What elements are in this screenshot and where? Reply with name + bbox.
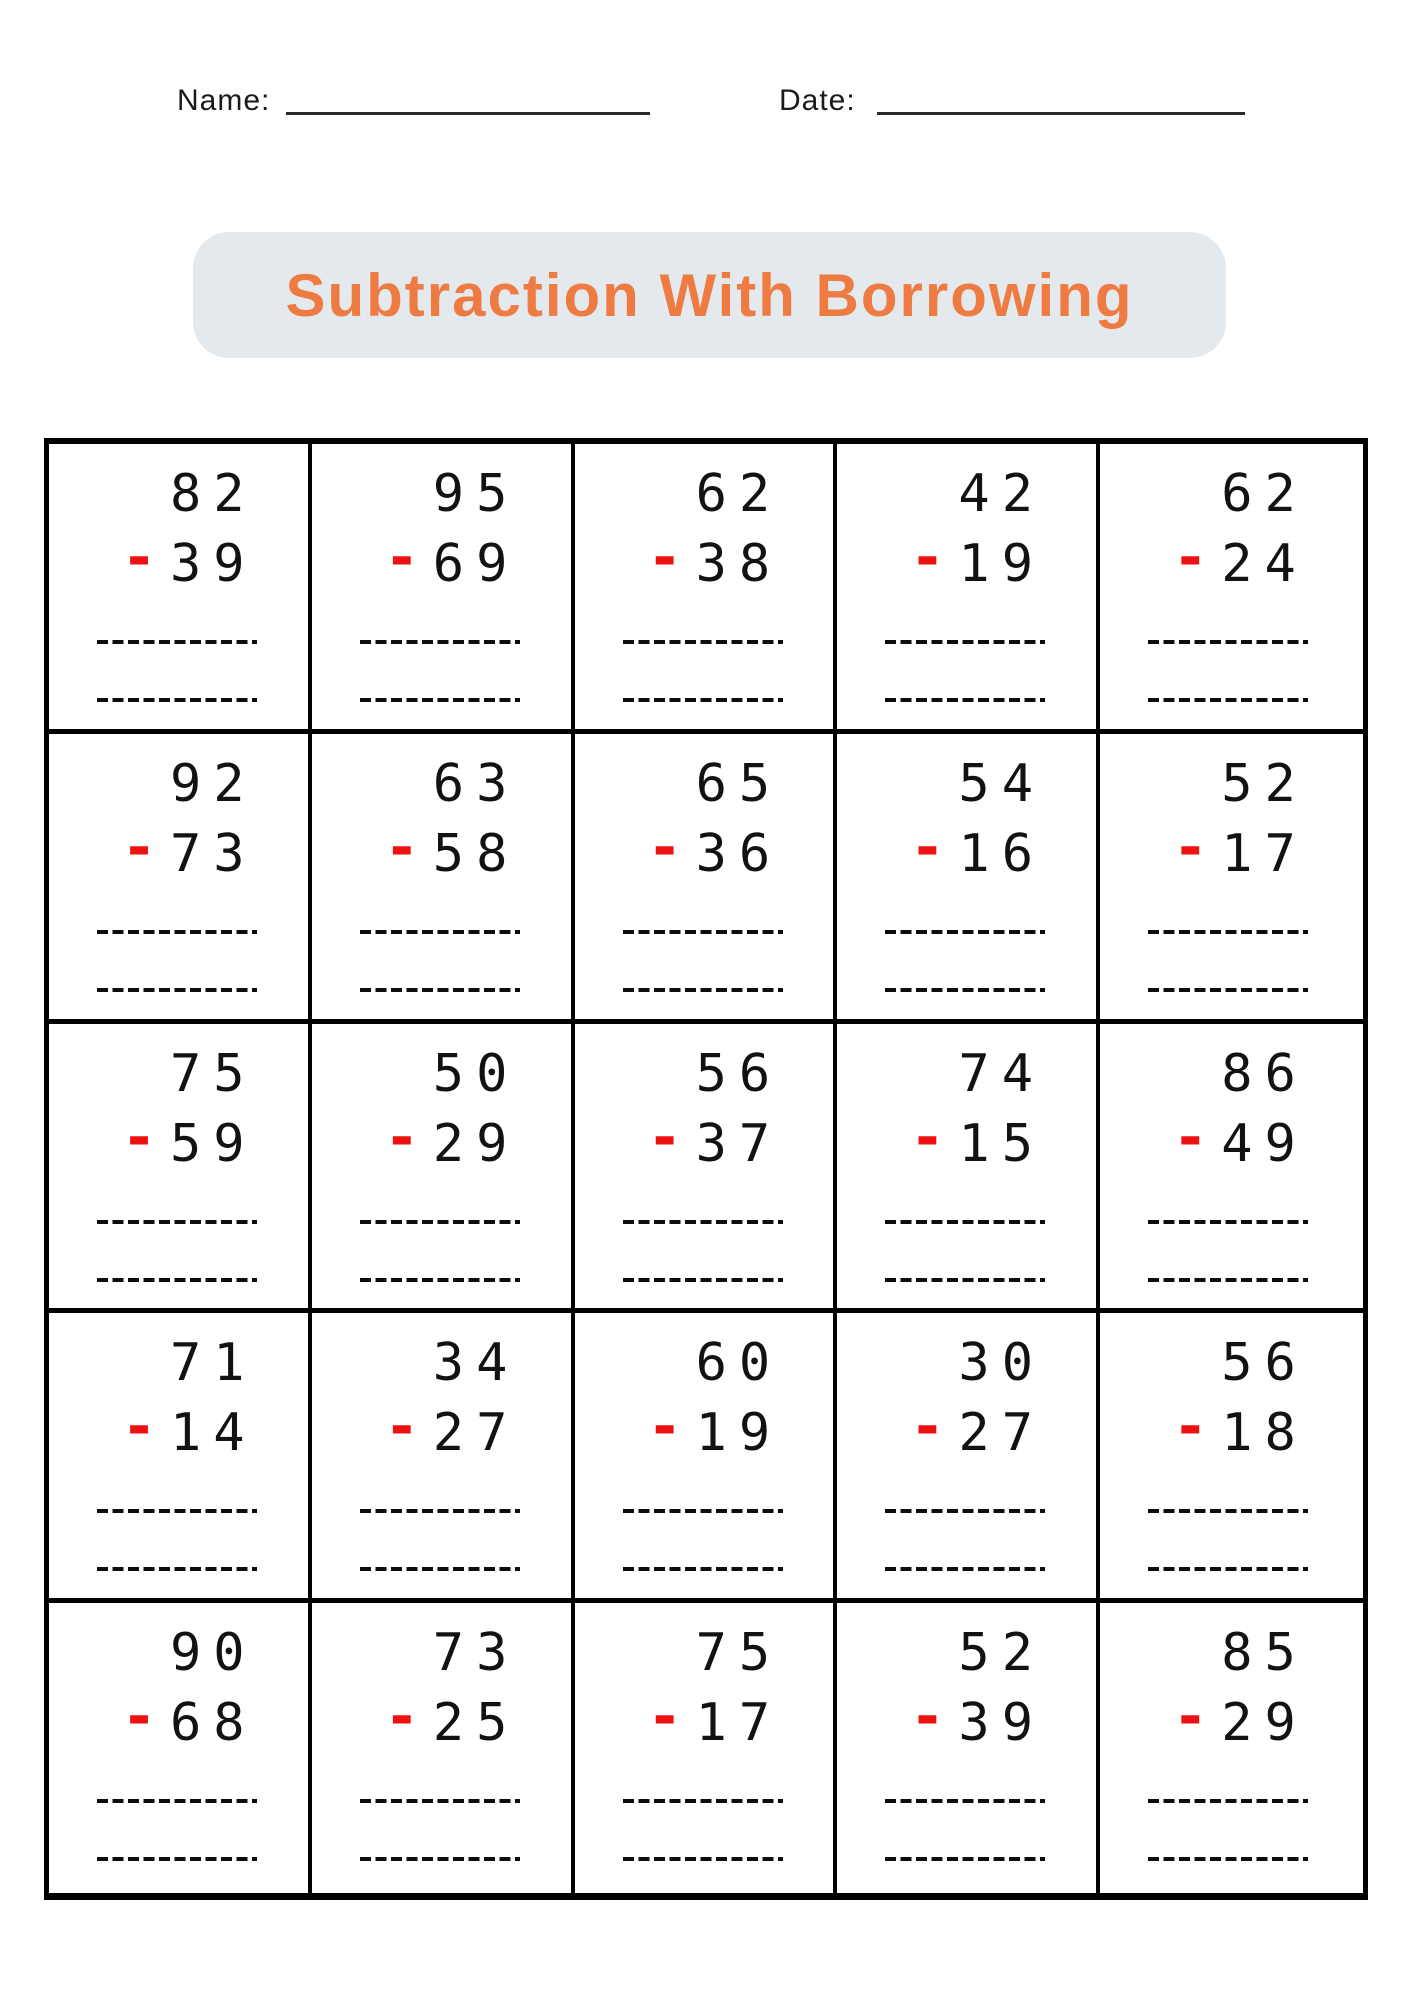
subtraction-problem <box>575 1024 838 1314</box>
answer-line-2[interactable] <box>97 1857 257 1861</box>
subtraction-row <box>49 812 308 890</box>
answer-line-1[interactable] <box>623 1220 783 1224</box>
minuend-number: 54 <box>958 753 1046 814</box>
answer-line-2[interactable] <box>885 1857 1045 1861</box>
answer-line-1[interactable] <box>360 1509 520 1513</box>
answer-line-1[interactable] <box>1148 640 1308 644</box>
subtraction-row <box>1100 1102 1363 1180</box>
answer-line-1[interactable] <box>885 930 1045 934</box>
answer-line-2[interactable] <box>885 1278 1045 1282</box>
subtrahend-number: 58 <box>432 823 520 884</box>
minuend-number: 62 <box>695 464 783 524</box>
subtrahend-number: 38 <box>695 534 783 594</box>
minuend-number: 74 <box>958 1043 1046 1104</box>
subtrahend-number: 14 <box>170 1403 257 1464</box>
answer-line-1[interactable] <box>885 1220 1045 1224</box>
answer-line-2[interactable] <box>623 1567 783 1571</box>
subtraction-problem <box>1100 734 1363 1024</box>
subtrahend-number: 27 <box>958 1403 1046 1464</box>
answer-line-2[interactable] <box>1148 988 1308 992</box>
answer-line-2[interactable] <box>1148 1278 1308 1282</box>
minus-sign: - <box>127 1102 152 1171</box>
subtraction-row <box>1100 523 1363 600</box>
answer-line-2[interactable] <box>623 1857 783 1861</box>
answer-line-2[interactable] <box>885 1567 1045 1571</box>
subtraction-problem <box>312 1603 575 1893</box>
answer-line-1[interactable] <box>360 1799 520 1803</box>
subtrahend-number: 19 <box>695 1403 783 1464</box>
subtraction-row <box>312 523 571 600</box>
subtrahend-number: 17 <box>1221 823 1308 884</box>
subtraction-row <box>312 1392 571 1469</box>
minuend-number: 62 <box>1221 464 1308 524</box>
page-title: Subtraction With Borrowing <box>285 261 1134 329</box>
subtraction-problem <box>837 1313 1100 1603</box>
minuend-number: 56 <box>1221 1333 1308 1394</box>
date-blank-line[interactable] <box>877 112 1245 115</box>
minus-sign: - <box>127 1682 152 1751</box>
answer-line-2[interactable] <box>360 988 520 992</box>
subtrahend-number: 39 <box>170 534 257 594</box>
subtraction-row <box>575 1392 834 1469</box>
minuend-number: 73 <box>432 1623 520 1684</box>
subtrahend-number: 69 <box>432 534 520 594</box>
minuend-number: 86 <box>1221 1043 1308 1104</box>
minuend-number: 85 <box>1221 1623 1308 1684</box>
subtraction-row <box>575 523 834 600</box>
answer-line-1[interactable] <box>360 930 520 934</box>
answer-line-2[interactable] <box>885 698 1045 702</box>
date-label: Date: <box>779 84 856 117</box>
subtrahend-number: 59 <box>170 1113 257 1174</box>
subtraction-row <box>575 1682 834 1759</box>
name-label: Name: <box>177 84 271 117</box>
answer-line-1[interactable] <box>885 1509 1045 1513</box>
subtraction-problem <box>837 1024 1100 1314</box>
answer-line-2[interactable] <box>623 1278 783 1282</box>
answer-line-1[interactable] <box>623 1509 783 1513</box>
answer-line-1[interactable] <box>623 930 783 934</box>
subtrahend-number: 15 <box>958 1113 1046 1174</box>
minuend-number: 30 <box>958 1333 1046 1394</box>
subtraction-problem <box>312 1313 575 1603</box>
subtraction-row <box>1100 1682 1363 1759</box>
answer-line-2[interactable] <box>97 1278 257 1282</box>
subtraction-problem <box>312 444 575 734</box>
minus-sign: - <box>389 523 414 591</box>
subtraction-problem <box>1100 1603 1363 1893</box>
minus-sign: - <box>389 1392 414 1461</box>
answer-line-1[interactable] <box>1148 1799 1308 1803</box>
answer-line-2[interactable] <box>623 698 783 702</box>
minuend-number: 95 <box>432 464 520 524</box>
answer-line-2[interactable] <box>360 1278 520 1282</box>
subtraction-problem <box>49 734 312 1024</box>
answer-line-2[interactable] <box>97 698 257 702</box>
subtrahend-number: 18 <box>1221 1403 1308 1464</box>
subtraction-row <box>49 1682 308 1759</box>
minuend-number: 63 <box>432 753 520 814</box>
subtrahend-number: 25 <box>432 1693 520 1754</box>
minuend-number: 60 <box>695 1333 783 1394</box>
minus-sign: - <box>127 1392 152 1461</box>
subtraction-problem <box>312 734 575 1024</box>
subtrahend-number: 16 <box>958 823 1046 884</box>
answer-line-1[interactable] <box>623 1799 783 1803</box>
minuend-number: 56 <box>695 1043 783 1104</box>
minus-sign: - <box>127 812 152 881</box>
minus-sign: - <box>1178 1102 1203 1171</box>
minuend-number: 71 <box>170 1333 257 1394</box>
answer-line-1[interactable] <box>97 1220 257 1224</box>
minuend-number: 82 <box>170 464 257 524</box>
subtraction-problem <box>575 734 838 1024</box>
answer-line-2[interactable] <box>360 1857 520 1861</box>
minuend-number: 75 <box>695 1623 783 1684</box>
problems-grid <box>44 438 1368 1900</box>
subtraction-problem <box>312 1024 575 1314</box>
minus-sign: - <box>915 523 940 591</box>
subtrahend-number: 36 <box>695 823 783 884</box>
answer-line-2[interactable] <box>360 698 520 702</box>
subtrahend-number: 68 <box>170 1693 257 1754</box>
minus-sign: - <box>652 1102 677 1171</box>
minus-sign: - <box>915 1682 940 1751</box>
answer-line-2[interactable] <box>1148 1857 1308 1861</box>
minus-sign: - <box>389 1682 414 1751</box>
subtrahend-number: 27 <box>432 1403 520 1464</box>
minus-sign: - <box>1178 523 1203 591</box>
answer-line-1[interactable] <box>885 640 1045 644</box>
minus-sign: - <box>652 523 677 591</box>
minus-sign: - <box>652 812 677 881</box>
answer-line-1[interactable] <box>360 640 520 644</box>
subtraction-row <box>837 1102 1096 1180</box>
subtraction-row <box>1100 812 1363 890</box>
minuend-number: 50 <box>432 1043 520 1104</box>
minus-sign: - <box>915 1392 940 1461</box>
answer-line-1[interactable] <box>97 1799 257 1803</box>
minuend-number: 42 <box>958 464 1046 524</box>
subtraction-row <box>49 1392 308 1469</box>
subtrahend-number: 49 <box>1221 1113 1308 1174</box>
answer-line-1[interactable] <box>97 930 257 934</box>
subtraction-row <box>837 523 1096 600</box>
answer-line-1[interactable] <box>1148 1220 1308 1224</box>
subtrahend-number: 19 <box>958 534 1046 594</box>
subtraction-problem <box>837 444 1100 734</box>
minuend-number: 65 <box>695 753 783 814</box>
answer-line-2[interactable] <box>1148 1567 1308 1571</box>
answer-line-1[interactable] <box>885 1799 1045 1803</box>
minus-sign: - <box>652 1392 677 1461</box>
subtrahend-number: 29 <box>432 1113 520 1174</box>
minuend-number: 52 <box>958 1623 1046 1684</box>
answer-line-2[interactable] <box>360 1567 520 1571</box>
minuend-number: 52 <box>1221 753 1308 814</box>
minuend-number: 92 <box>170 753 257 814</box>
title-banner <box>193 232 1226 358</box>
answer-line-2[interactable] <box>97 988 257 992</box>
minuend-number: 90 <box>170 1623 257 1684</box>
minus-sign: - <box>389 1102 414 1171</box>
minus-sign: - <box>389 812 414 881</box>
subtrahend-number: 39 <box>958 1693 1046 1754</box>
minus-sign: - <box>915 1102 940 1171</box>
answer-line-1[interactable] <box>360 1220 520 1224</box>
subtraction-problem <box>575 444 838 734</box>
subtraction-row <box>49 1102 308 1180</box>
subtraction-problem <box>837 1603 1100 1893</box>
subtraction-row <box>312 812 571 890</box>
subtraction-row <box>837 1682 1096 1759</box>
subtraction-problem <box>575 1313 838 1603</box>
subtraction-problem <box>837 734 1100 1024</box>
subtraction-problem <box>49 1024 312 1314</box>
answer-line-1[interactable] <box>1148 1509 1308 1513</box>
answer-line-1[interactable] <box>97 640 257 644</box>
subtraction-problem <box>49 1313 312 1603</box>
subtrahend-number: 73 <box>170 823 257 884</box>
minus-sign: - <box>127 523 152 591</box>
subtraction-problem <box>1100 444 1363 734</box>
answer-line-1[interactable] <box>1148 930 1308 934</box>
minuend-number: 34 <box>432 1333 520 1394</box>
subtraction-row <box>575 1102 834 1180</box>
subtraction-row <box>312 1102 571 1180</box>
minus-sign: - <box>1178 1392 1203 1461</box>
subtrahend-number: 29 <box>1221 1693 1308 1754</box>
answer-line-2[interactable] <box>885 988 1045 992</box>
answer-line-2[interactable] <box>97 1567 257 1571</box>
minus-sign: - <box>1178 1682 1203 1751</box>
minus-sign: - <box>652 1682 677 1751</box>
minus-sign: - <box>1178 812 1203 881</box>
minus-sign: - <box>915 812 940 881</box>
name-blank-line[interactable] <box>286 112 650 115</box>
answer-line-2[interactable] <box>1148 698 1308 702</box>
answer-line-1[interactable] <box>623 640 783 644</box>
subtraction-row <box>312 1682 571 1759</box>
answer-line-1[interactable] <box>97 1509 257 1513</box>
subtraction-problem <box>49 444 312 734</box>
subtraction-problem <box>49 1603 312 1893</box>
subtrahend-number: 24 <box>1221 534 1308 594</box>
subtrahend-number: 17 <box>695 1693 783 1754</box>
subtraction-row <box>1100 1392 1363 1469</box>
minuend-number: 75 <box>170 1043 257 1104</box>
answer-line-2[interactable] <box>623 988 783 992</box>
subtraction-row <box>837 1392 1096 1469</box>
subtrahend-number: 37 <box>695 1113 783 1174</box>
subtraction-row <box>575 812 834 890</box>
subtraction-problem <box>1100 1313 1363 1603</box>
subtraction-problem <box>1100 1024 1363 1314</box>
subtraction-row <box>49 523 308 600</box>
subtraction-row <box>837 812 1096 890</box>
subtraction-problem <box>575 1603 838 1893</box>
